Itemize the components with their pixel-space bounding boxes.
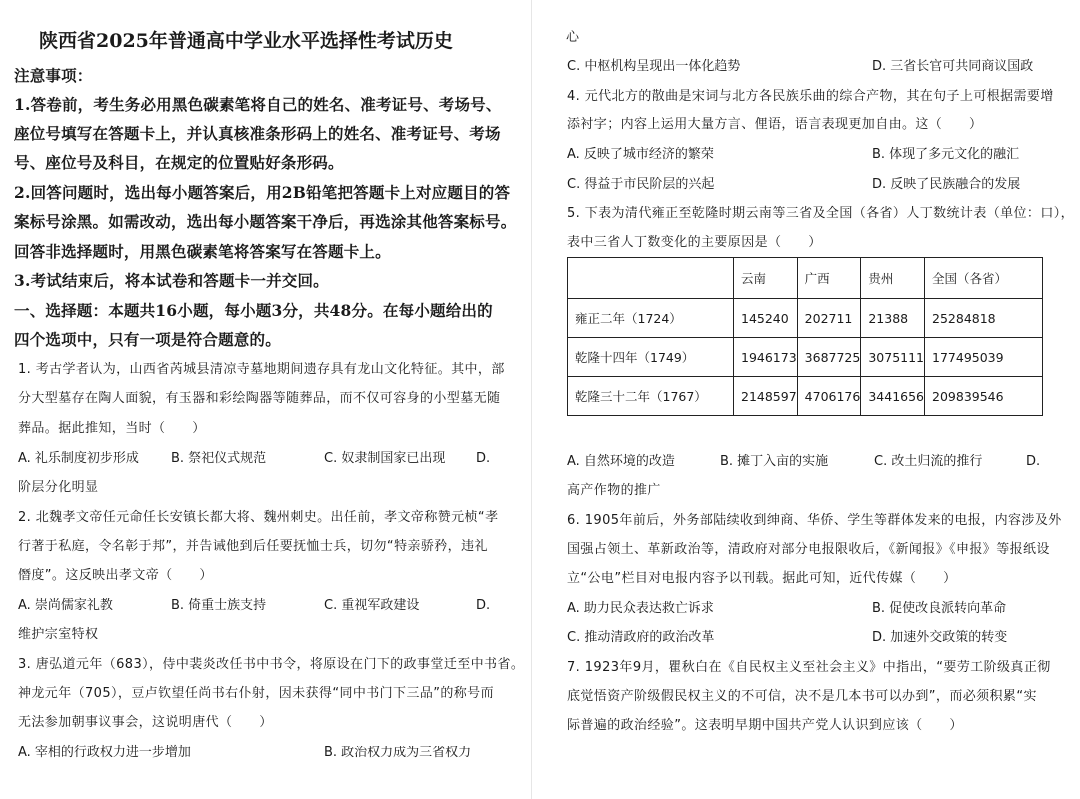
question-6-option-a[interactable]: A. 助力民众表达救亡诉求	[567, 601, 714, 616]
question-7-text: 7. 1923年9月，瞿秋白在《自民权主义至社会主义》中指出，“要劳工阶级真正彻	[567, 660, 1051, 675]
notice-line: 2.回答问题时，选出每小题答案后，用2B铅笔把答题卡上对应题目的答	[14, 183, 511, 202]
table-cell: 2148597	[734, 377, 798, 416]
table-cell: 乾隆十四年（1749）	[568, 338, 734, 377]
question-6-option-c[interactable]: C. 推动清政府的政治改革	[567, 630, 715, 645]
question-2-option-c[interactable]: C. 重视军政建设	[324, 598, 420, 613]
question-4-option-d[interactable]: D. 反映了民族融合的发展	[872, 177, 1021, 192]
question-6-text: 国强占领土、革新政治等，清政府对部分电报限收后，《新闻报》《申报》等报纸设	[567, 542, 1050, 557]
table-row	[568, 299, 1043, 338]
question-1-option-c[interactable]: C. 奴隶制国家已出现	[324, 451, 446, 466]
question-2-option-d[interactable]: D.	[476, 598, 491, 613]
question-3-option-d[interactable]: D. 三省长官可共同商议国政	[872, 59, 1034, 74]
question-5-option-d-text: 高产作物的推广	[567, 483, 661, 498]
question-5-option-d[interactable]: D.	[1026, 454, 1041, 469]
table-cell: 乾隆三十二年（1767）	[568, 377, 734, 416]
question-6-text: 6. 1905年前后，外务部陆续收到绅商、华侨、学生等群体发来的电报，内容涉及外	[567, 513, 1062, 528]
notice-line: 座位号填写在答题卡上，并认真核准条形码上的姓名、准考证号、考场	[14, 124, 501, 143]
table-header-cell: 全国（各省）	[925, 258, 1043, 299]
question-4-option-c[interactable]: C. 得益于市民阶层的兴起	[567, 177, 715, 192]
question-3-option-c[interactable]: C. 中枢机构呈现出一体化趋势	[567, 59, 741, 74]
question-3-option-b-text: 心	[566, 30, 580, 45]
notice-line: 案标号涂黑。如需改动，选出每小题答案干净后，再选涂其他答案标号。	[14, 212, 517, 231]
section-heading: 一、选择题：本题共16小题，每小题3分，共48分。在每小题给出的	[14, 301, 493, 320]
question-4-option-b[interactable]: B. 体现了多元文化的融汇	[872, 147, 1020, 162]
table-cell: 雍正二年（1724）	[568, 299, 734, 338]
population-table	[567, 257, 1043, 416]
table-cell: 25284818	[925, 299, 1043, 338]
question-3-text: 无法参加朝事议事会，这说明唐代（ ）	[18, 715, 273, 730]
question-1-text: 分大型墓存在陶人面貌，有玉器和彩绘陶器等随葬品，而不仅可容身的小型墓无随	[18, 391, 501, 406]
question-1-text: 葬品。据此推知，当时（ ）	[18, 421, 206, 436]
notice-line: 号、座位号及科目，在规定的位置贴好条形码。	[14, 153, 344, 172]
question-2-option-b[interactable]: B. 倚重士族支持	[171, 598, 267, 613]
question-3-text: 神龙元年（705），豆卢钦望任尚书右仆射，因未获得“同中书门下三品”的称号而	[18, 686, 494, 701]
notice-line: 回答非选择题时，用黑色碳素笔将答案写在答题卡上。	[14, 242, 391, 261]
question-1-text: 1. 考古学者认为，山西省芮城县清凉寺墓地期间遗存具有龙山文化特征。其中，部	[18, 362, 505, 377]
question-6-text: 立“公电”栏目对电报内容予以刊载。据此可知，近代传媒（ ）	[567, 571, 957, 586]
table-cell: 3687725	[797, 338, 861, 377]
question-2-option-a[interactable]: A. 崇尚儒家礼教	[18, 598, 113, 613]
question-2-text: 僭度”。这反映出孝文帝（ ）	[18, 568, 213, 583]
exam-title: 陕西省2025年普通高中学业水平选择性考试历史	[39, 30, 453, 52]
question-4-text: 4. 元代北方的散曲是宋词与北方各民族乐曲的综合产物，其在句子上可根据需要增	[567, 89, 1054, 104]
table-cell: 4706176	[797, 377, 861, 416]
table-cell: 3075111	[861, 338, 925, 377]
notice-line: 1.答卷前，考生务必用黑色碳素笔将自己的姓名、准考证号、考场号、	[14, 95, 502, 114]
question-5-option-b[interactable]: B. 摊丁入亩的实施	[720, 454, 829, 469]
question-2-text: 行著于私庭，令名彰于邦”，并告诫他到后任要抚恤士兵，切勿“特亲骄矜，违礼	[18, 539, 488, 554]
table-cell: 209839546	[925, 377, 1043, 416]
section-heading: 四个选项中，只有一项是符合题意的。	[14, 330, 281, 349]
question-3-option-a[interactable]: A. 宰相的行政权力进一步增加	[18, 745, 191, 760]
column-divider	[531, 0, 532, 799]
table-header-cell	[568, 258, 734, 299]
question-6-option-b[interactable]: B. 促使改良派转向革命	[872, 601, 1007, 616]
question-1-option-a[interactable]: A. 礼乐制度初步形成	[18, 451, 139, 466]
question-1-option-d-text: 阶层分化明显	[18, 480, 99, 495]
table-cell: 177495039	[925, 338, 1043, 377]
question-3-text: 3. 唐弘道元年（683），侍中裴炎改任书中书令，将原设在门下的政事堂迁至中书省。	[18, 657, 525, 672]
question-5-option-a[interactable]: A. 自然环境的改造	[567, 454, 675, 469]
question-1-option-d[interactable]: D.	[476, 451, 491, 466]
question-2-text: 2. 北魏孝文帝任元命任长安镇长都大将、魏州刺史。出任前，孝文帝称赞元桢“孝	[18, 510, 499, 525]
question-4-option-a[interactable]: A. 反映了城市经济的繁荣	[567, 147, 714, 162]
notice-heading: 注意事项：	[14, 66, 93, 85]
table-cell: 145240	[734, 299, 798, 338]
table-header-row	[568, 258, 1043, 299]
question-3-option-b[interactable]: B. 政治权力成为三省权力	[324, 746, 472, 759]
table-cell: 202711	[797, 299, 861, 338]
table-header-cell: 云南	[734, 258, 798, 299]
question-1-option-b[interactable]: B. 祭祀仪式规范	[171, 451, 267, 466]
question-4-text: 添衬字；内容上运用大量方言、俚语，语言表现更加自由。这（ ）	[567, 117, 983, 132]
table-cell: 1946173	[734, 338, 798, 377]
table-cell: 21388	[861, 299, 925, 338]
question-2-option-d-text: 维护宗室特权	[18, 627, 99, 642]
question-5-text: 表中三省人丁数变化的主要原因是（ ）	[567, 235, 822, 250]
table-header-cell: 广西	[797, 258, 861, 299]
question-5-option-c[interactable]: C. 改土归流的推行	[874, 454, 983, 469]
question-5-text: 5. 下表为清代雍正至乾隆时期云南等三省及全国（各省）人丁数统计表（单位：口），	[567, 206, 1075, 221]
question-7-text: 际普遍的政治经验”。这表明早期中国共产党人认识到应该（ ）	[567, 718, 963, 733]
table-cell: 3441656	[861, 377, 925, 416]
table-row	[568, 377, 1043, 416]
table-header-cell: 贵州	[861, 258, 925, 299]
notice-line: 3.考试结束后，将本试卷和答题卡一并交回。	[14, 271, 329, 290]
question-7-text: 底觉悟资产阶级假民权主义的不可信，决不是几本书可以办到”，而必须积累“实	[567, 689, 1037, 704]
table-row	[568, 338, 1043, 377]
question-6-option-d[interactable]: D. 加速外交政策的转变	[872, 630, 1008, 645]
